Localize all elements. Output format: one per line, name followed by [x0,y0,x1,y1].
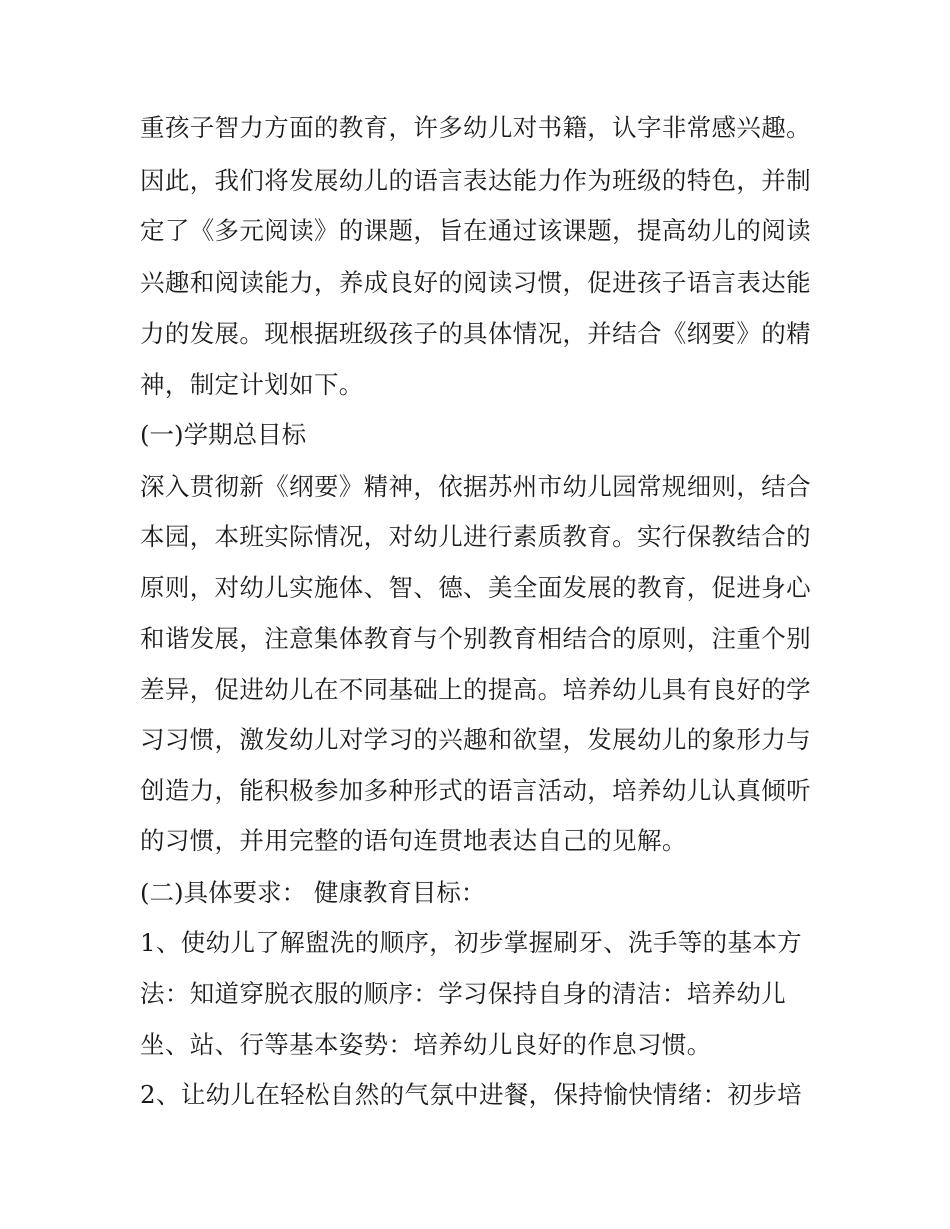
section-heading: (二)具体要求： 健康教育目标： [140,878,486,907]
text-line: 重孩子智力方面的教育，许多幼儿对书籍，认字非常感兴趣。 [140,113,811,142]
list-item-line: 1、使幼儿了解盥洗的顺序，初步掌握刷牙、洗手等的基本方 [140,928,803,957]
text-line: 兴趣和阅读能力，养成良好的阅读习惯，促进孩子语言表达能 [140,268,811,297]
list-item-line: 坐、站、行等基本姿势：培养幼儿良好的作息习惯。 [140,1030,712,1059]
text-line: 神，制定计划如下。 [140,370,364,399]
text-line: 因此，我们将发展幼儿的语言表达能力作为班级的特色，并制 [140,166,811,195]
text-line: 定了《多元阅读》的课题，旨在通过该课题，提高幼儿的阅读 [140,216,811,245]
text-line: 和谐发展，注意集体教育与个别教育相结合的原则，注重个别 [140,624,811,653]
text-line: 创造力，能积极参加多种形式的语言活动，培养幼儿认真倾听 [140,776,811,805]
list-item-line: 2、让幼儿在轻松自然的气氛中进餐，保持愉快情绪：初步培 [140,1080,803,1109]
text-line: 原则，对幼儿实施体、智、德、美全面发展的教育，促进身心 [140,573,811,602]
text-line: 差异，促进幼儿在不同基础上的提高。培养幼儿具有良好的学 [140,675,811,704]
text-line: 习习惯，激发幼儿对学习的兴趣和欲望，发展幼儿的象形力与 [140,725,811,754]
list-item-line: 法：知道穿脱衣服的顺序：学习保持自身的清洁：培养幼儿 [140,979,787,1008]
text-line: 的习惯，并用完整的语句连贯地表达自己的见解。 [140,826,687,855]
section-heading: (一)学期总目标 [140,420,307,449]
text-line: 深入贯彻新《纲要》精神，依据苏州市幼儿园常规细则，结合 [140,472,811,501]
text-line: 本园，本班实际情况，对幼儿进行素质教育。实行保教结合的 [140,522,811,551]
text-line: 力的发展。现根据班级孩子的具体情况，并结合《纲要》的精 [140,319,811,348]
